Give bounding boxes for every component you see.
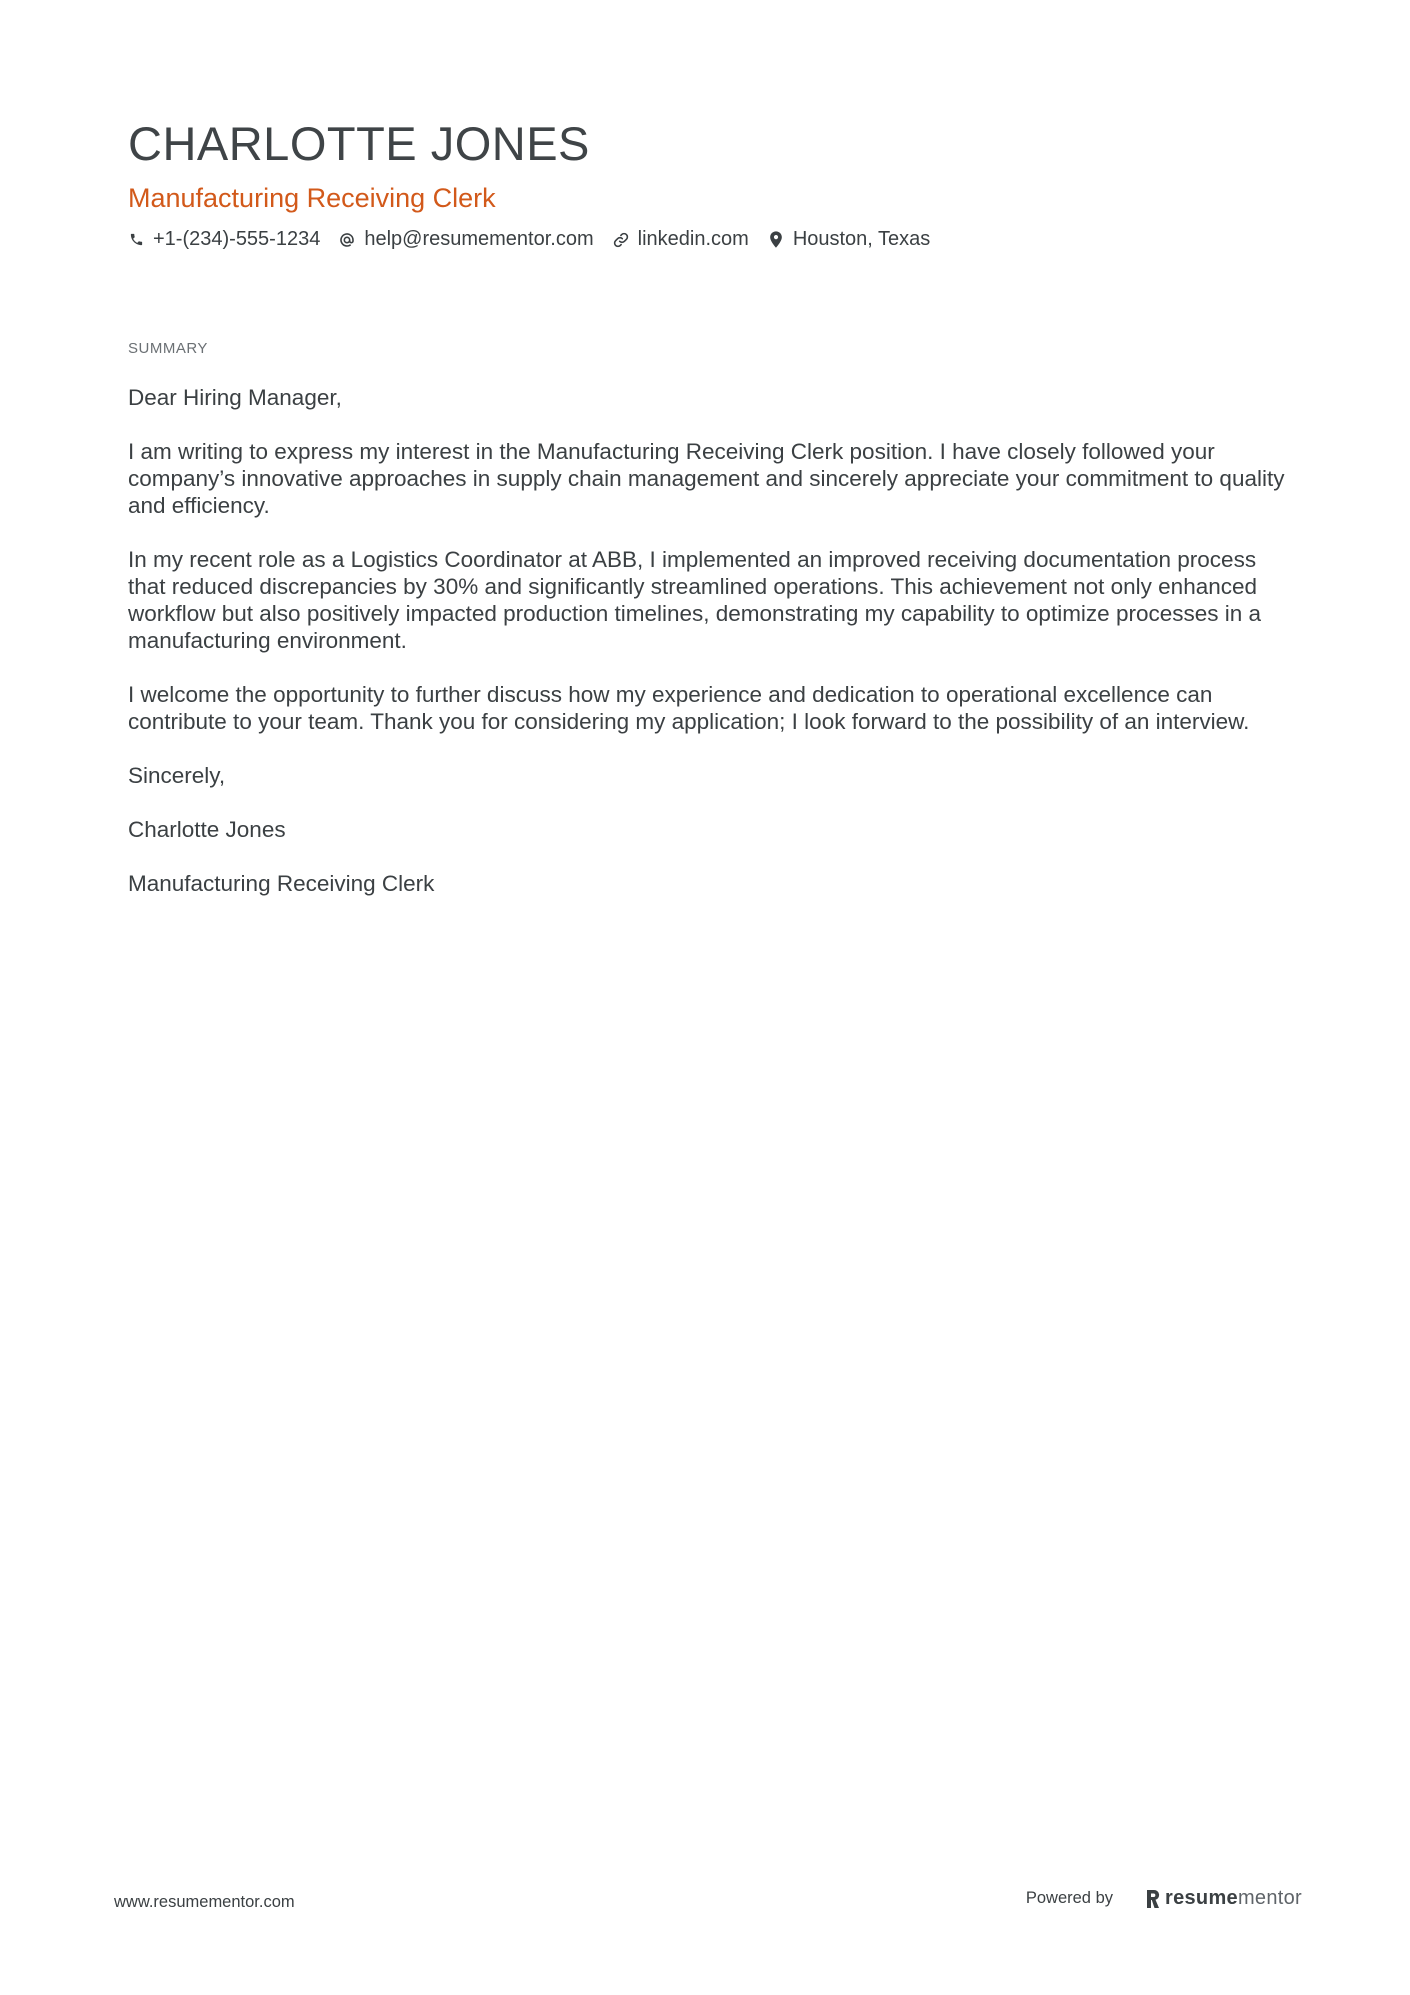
- contact-location: [768, 228, 931, 251]
- link-icon: [613, 232, 629, 248]
- signature-title: Manufacturing Receiving Clerk: [128, 871, 435, 896]
- contact-bar: [128, 228, 949, 251]
- footer-branding: [1026, 1887, 1302, 1910]
- powered-by-text: Powered by: [1025, 1889, 1113, 1907]
- letter-paragraph: I am writing to express my interest in the Manufacturing Receiving Clerk position. I have closely followed your company’s innovative approaches in supply chain management and sincerely appreciate your commitment to quality and efficiency.: [128, 439, 1285, 518]
- contact-linkedin[interactable]: [613, 228, 749, 251]
- resumementor-logo-icon: [1145, 1889, 1161, 1909]
- at-icon: [339, 232, 355, 248]
- letter-closing: Sincerely,: [128, 763, 226, 788]
- brand-logo-link[interactable]: [1145, 1887, 1302, 1910]
- summary-heading: SUMMARY: [128, 340, 208, 357]
- contact-location-text: Houston, Texas: [792, 228, 931, 250]
- footer-website-link[interactable]: www.resumementor.com: [114, 1893, 295, 1911]
- candidate-name: CHARLOTTE JONES: [128, 117, 590, 170]
- letter-paragraph: I welcome the opportunity to further discuss how my experience and dedication to operational excellence can contribute to your team. Thank you for considering my application; I look forward to the possibility of an interview.: [128, 682, 1250, 734]
- letter-greeting: Dear Hiring Manager,: [128, 385, 342, 410]
- contact-email-text[interactable]: help@resumementor.com: [364, 228, 594, 250]
- candidate-role: Manufacturing Receiving Clerk: [128, 183, 496, 213]
- signature-name: Charlotte Jones: [128, 817, 286, 842]
- location-pin-icon: [768, 232, 784, 248]
- contact-phone-text: +1-(234)-555-1234: [153, 228, 321, 250]
- letter-body: [128, 384, 1288, 924]
- contact-linkedin-text[interactable]: linkedin.com: [637, 228, 749, 250]
- brand-text-bold: resume: [1165, 1887, 1238, 1909]
- contact-email[interactable]: [339, 228, 593, 251]
- letter-paragraph: In my recent role as a Logistics Coordinator at ABB, I implemented an improved receiving documentation process that reduced discrepancies by 30% and significantly streamlined operations. This achievement not only enhanced workflow but also positively impacted production timelines, demonstrating my capability to optimize processes in a manufacturing environment.: [128, 547, 1262, 653]
- brand-text-light: mentor: [1237, 1887, 1302, 1909]
- phone-icon: [128, 232, 144, 248]
- contact-phone: [128, 228, 320, 251]
